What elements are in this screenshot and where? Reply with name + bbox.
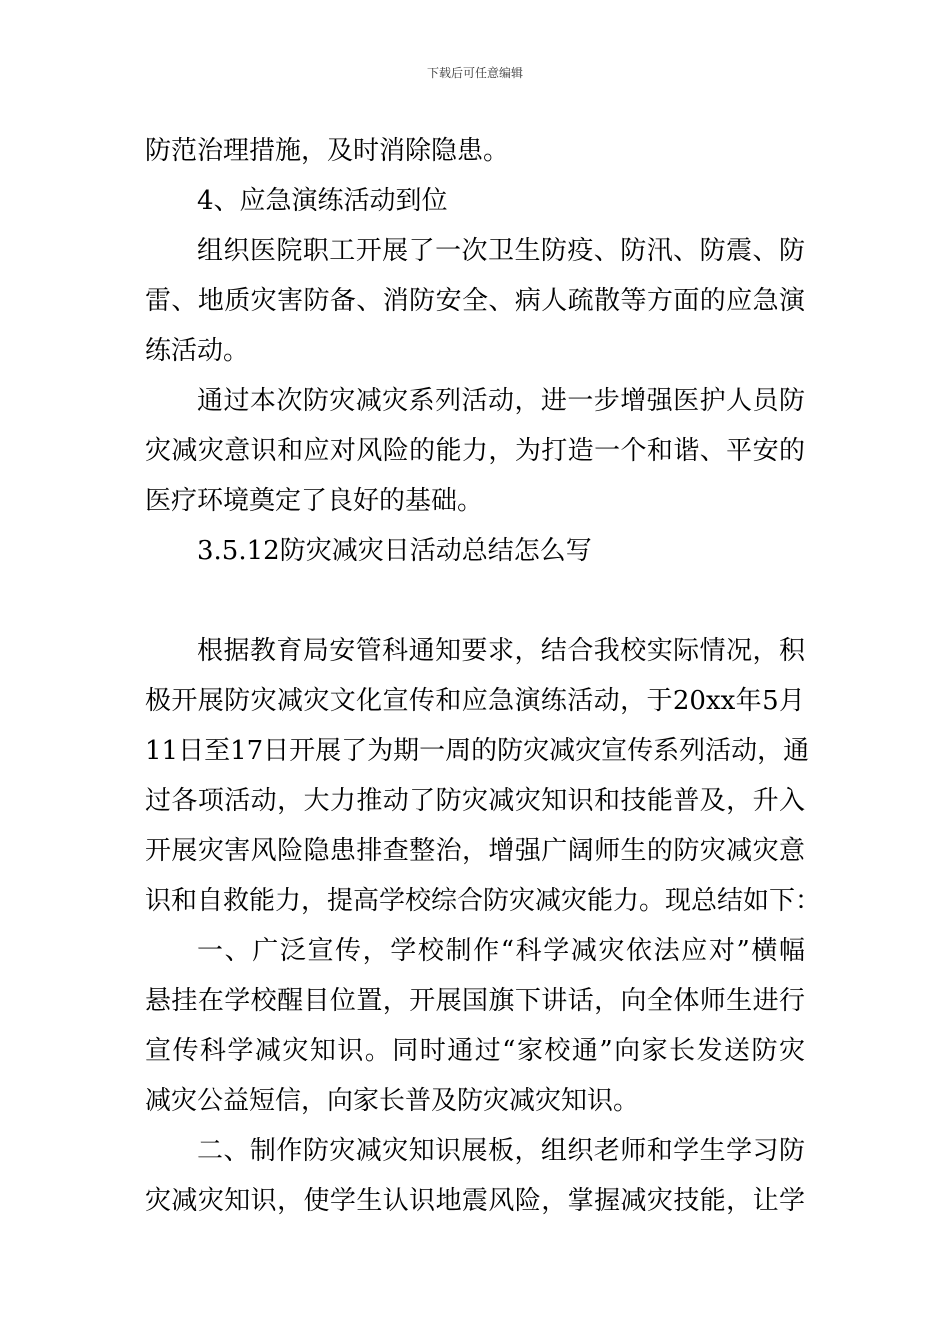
paragraph-line: 宣传科学减灾知识。同时通过“家校通”向家长发送防灾 — [145, 1036, 805, 1066]
paragraph-line: 灾减灾意识和应对风险的能力，为打造一个和谐、平安的 — [145, 436, 805, 466]
paragraph-line: 4、应急演练活动到位 — [197, 186, 448, 216]
paragraph-line: 二、制作防灾减灾知识展板，组织老师和学生学习防 — [197, 1136, 805, 1166]
document-body — [145, 126, 822, 1226]
paragraph-line: 识和自救能力，提高学校综合防灾减灾能力。现总结如下： — [145, 886, 822, 916]
page-header-note: 下载后可任意编辑 — [426, 66, 523, 80]
paragraph-line: 过各项活动，大力推动了防灾减灾知识和技能普及，升入 — [145, 786, 805, 816]
paragraph-line: 开展灾害风险隐患排查整治，增强广阔师生的防灾减灾意 — [145, 836, 805, 866]
paragraph-line: 通过本次防灾减灾系列活动，进一步增强医护人员防 — [197, 386, 805, 416]
paragraph-line: 极开展防灾减灾文化宣传和应急演练活动，于20xx年5月 — [145, 686, 805, 716]
paragraph-line: 防范治理措施，及时消除隐患。 — [145, 136, 510, 166]
paragraph-line: 11日至17日开展了为期一周的防灾减灾宣传系列活动，通 — [145, 736, 810, 766]
paragraph-line: 医疗环境奠定了良好的基础。 — [145, 486, 484, 516]
paragraph-line: 一、广泛宣传，学校制作“科学减灾依法应对”横幅 — [197, 936, 805, 966]
paragraph-line: 雷、地质灾害防备、消防安全、病人疏散等方面的应急演 — [145, 286, 805, 316]
blank-line — [145, 576, 805, 626]
paragraph-line: 3.5.12防灾减灾日活动总结怎么写 — [197, 536, 592, 566]
paragraph-line: 灾减灾知识，使学生认识地震风险，掌握减灾技能，让学 — [145, 1186, 805, 1216]
paragraph-line: 组织医院职工开展了一次卫生防疫、防汛、防震、防 — [197, 236, 805, 266]
paragraph-line: 练活动。 — [145, 336, 250, 366]
paragraph-line: 减灾公益短信，向家长普及防灾减灾知识。 — [145, 1086, 640, 1116]
paragraph-line: 根据教育局安管科通知要求，结合我校实际情况，积 — [197, 636, 805, 666]
paragraph-line: 悬挂在学校醒目位置，开展国旗下讲话，向全体师生进行 — [145, 986, 805, 1016]
